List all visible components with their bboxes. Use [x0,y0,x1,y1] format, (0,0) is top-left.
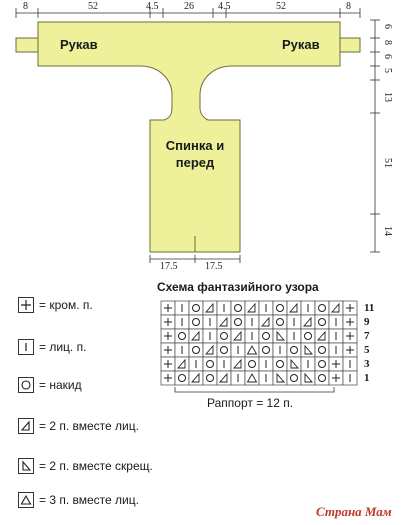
pattern-cell [301,329,315,343]
pattern-cell [343,301,357,315]
pattern-cell [315,343,329,357]
dim-top-gap-left: 4.5 [146,1,159,12]
plus-icon [18,297,34,313]
pattern-cell [203,357,217,371]
pattern-cell [245,357,259,371]
dim-right-6: 51 [382,158,393,168]
triangle-icon [18,492,34,508]
pattern-cell [175,315,189,329]
pattern-cell [259,343,273,357]
legend-text: = 3 п. вместе лиц. [39,493,139,507]
pattern-cell [217,357,231,371]
pattern-cell [231,301,245,315]
pattern-cell [287,371,301,385]
pattern-cell [217,301,231,315]
dim-right-1: 6 [382,24,393,29]
pattern-cell [245,329,259,343]
pattern-cell [315,315,329,329]
dim-top-gap-right: 4.5 [218,1,231,12]
pattern-cell [315,371,329,385]
dim-right-5: 13 [382,92,393,102]
pattern-cell [175,371,189,385]
triangle-left-corner-icon [18,458,34,474]
pattern-cell [161,329,175,343]
pattern-cell [245,315,259,329]
dim-right-4: 5 [382,68,393,73]
pattern-cell [161,301,175,315]
pattern-cell [273,343,287,357]
pattern-cell [217,371,231,385]
pattern-cell [203,329,217,343]
pattern-cell [189,329,203,343]
pattern-cell [329,329,343,343]
legend-item-edge-stitch [18,295,93,315]
triangle-right-corner-icon [18,418,34,434]
pattern-cell [329,315,343,329]
pattern-cell [329,357,343,371]
pattern-cell [301,371,315,385]
dim-right-3: 6 [382,54,393,59]
pattern-cell [231,315,245,329]
pattern-cell [343,329,357,343]
pattern-cell [161,357,175,371]
pattern-cell [189,357,203,371]
pattern-cell [259,357,273,371]
pattern-cell [259,301,273,315]
pattern-cell [259,329,273,343]
legend-text: = кром. п. [39,298,93,312]
legend-text: = накид [39,378,82,392]
row-number-7: 7 [364,330,370,342]
pattern-cell [231,343,245,357]
dim-top-cuff-left: 8 [23,1,28,12]
pattern-cell [329,371,343,385]
pattern-cell [203,343,217,357]
row-number-1: 1 [364,372,370,384]
pattern-cell [161,371,175,385]
dim-top-sleeve-right: 52 [276,1,286,12]
pattern-cell [287,357,301,371]
pattern-cell [231,371,245,385]
pattern-cell [189,301,203,315]
pattern-cell [245,301,259,315]
pattern-cell [315,329,329,343]
dim-top-sleeve-left: 52 [88,1,98,12]
pattern-cell [329,343,343,357]
pattern-cell [203,301,217,315]
legend-item-yarn-over [18,375,82,395]
pattern-cell [203,371,217,385]
rapport-label: Раппорт = 12 п. [207,396,294,410]
pattern-cell [231,329,245,343]
dim-bottom-right: 17.5 [205,261,223,272]
pattern-cell [301,357,315,371]
pattern-cell [203,315,217,329]
pattern-cell [273,329,287,343]
pattern-cell [329,301,343,315]
pattern-cell [175,329,189,343]
pattern-cell [273,301,287,315]
label-sleeve-left: Рукав [60,37,98,52]
circle-icon [18,377,34,393]
pattern-cell [273,357,287,371]
dim-top-neck: 26 [184,1,194,12]
legend-item-k3tog [18,490,139,510]
pattern-cell [217,329,231,343]
pattern-cell [287,301,301,315]
pattern-cell [343,357,357,371]
pattern-cell [343,315,357,329]
legend-item-k2tog [18,416,139,436]
pattern-cell [245,343,259,357]
row-number-9: 9 [364,316,370,328]
dim-top-cuff-right: 8 [346,1,351,12]
pattern-cell [161,315,175,329]
pattern-cell [161,343,175,357]
pattern-grid [160,300,360,390]
dim-right-7: 14 [382,226,393,236]
pattern-cell [287,329,301,343]
row-number-11: 11 [364,302,375,314]
pattern-cell [273,315,287,329]
legend-item-k2tog-crossed [18,456,153,476]
legend-text: = 2 п. вместе скрещ. [39,459,153,473]
chart-title: Схема фантазийного узора [157,280,319,294]
row-number-3: 3 [364,358,370,370]
label-sleeve-right: Рукав [282,37,320,52]
pattern-cell [189,371,203,385]
pattern-cell [245,371,259,385]
pattern-cell [287,315,301,329]
right-dimension-line [370,20,380,252]
legend-item-knit-stitch [18,337,86,357]
pattern-cell [343,343,357,357]
row-number-5: 5 [364,344,370,356]
pattern-cell [259,315,273,329]
legend-text: = лиц. п. [39,340,87,354]
pattern-cell [217,315,231,329]
pattern-cell [315,357,329,371]
pattern-cell [273,371,287,385]
pattern-cell [315,301,329,315]
pattern-cell [301,315,315,329]
pattern-cell [259,371,273,385]
pattern-cell [343,371,357,385]
legend-text: = 2 п. вместе лиц. [39,419,139,433]
pattern-cell [175,357,189,371]
pattern-cell [217,343,231,357]
pattern-cell [231,357,245,371]
dim-bottom-left: 17.5 [160,261,178,272]
pattern-cell [189,343,203,357]
pattern-cell [175,301,189,315]
rapport-bracket [160,386,360,396]
pattern-cell [301,301,315,315]
pattern-cell [301,343,315,357]
pattern-cell [287,343,301,357]
watermark: Страна Мам [316,504,392,519]
pattern-cell [175,343,189,357]
vertical-bar-icon [18,339,34,355]
label-body: Спинка и перед [165,138,225,170]
dim-right-2: 8 [382,40,393,45]
pattern-cell [189,315,203,329]
